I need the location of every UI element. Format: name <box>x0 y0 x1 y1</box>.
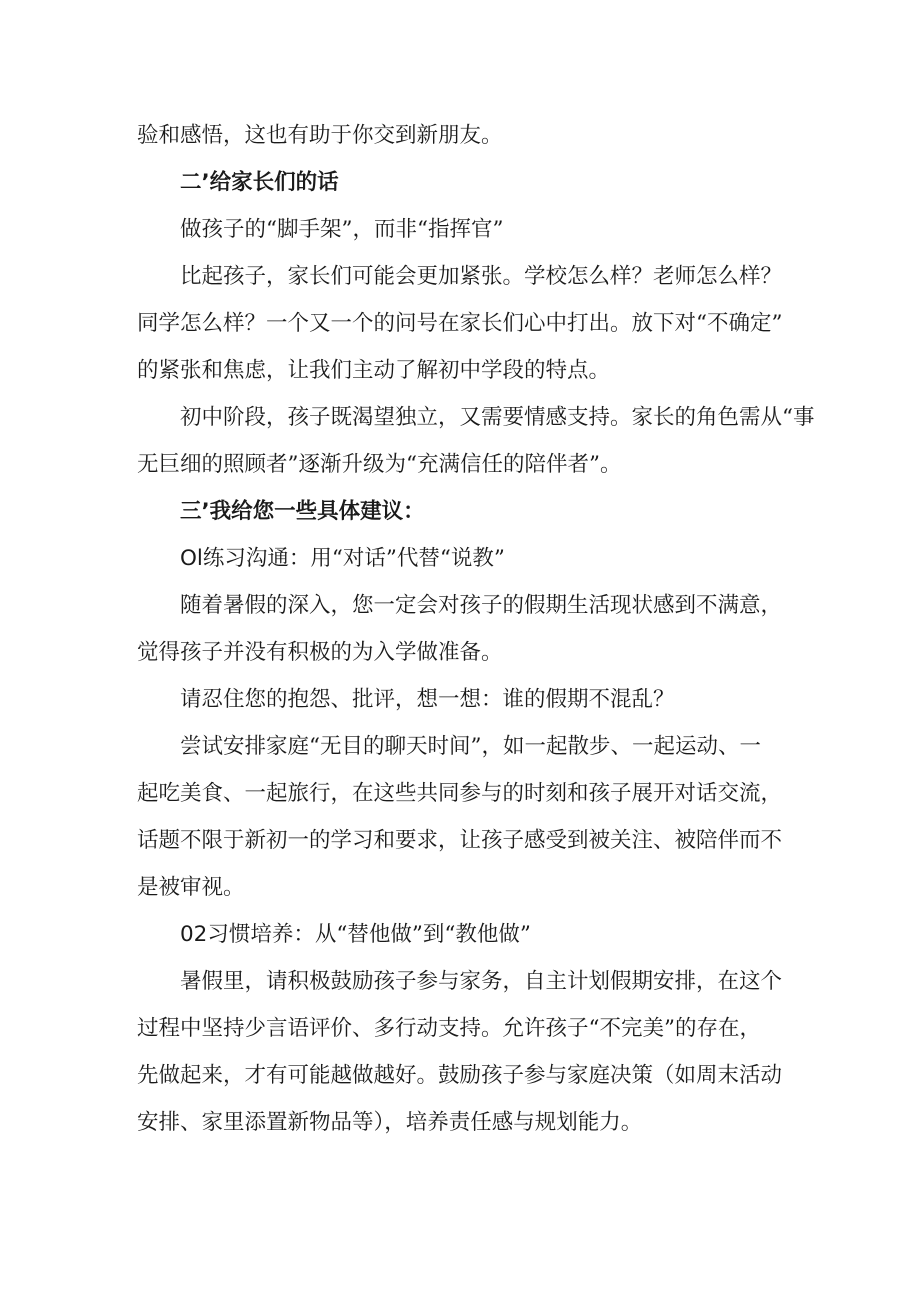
text-line: 无巨细的照顾者”逐渐升级为“充满信任的陪伴者”。 <box>137 452 622 477</box>
text-line: 是被审视。 <box>137 875 245 900</box>
text-line: 同学怎么样？一个又一个的问号在家长们心中打出。放下对“不确定” <box>137 311 783 336</box>
item-number: 02 <box>180 922 208 947</box>
text-line: 先做起来，才有可能越做越好。鼓励孩子参与家庭决策（如周末活动 <box>137 1063 783 1088</box>
paragraph-summer-dissatisfaction <box>137 582 805 676</box>
numbered-heading-communication <box>137 535 805 582</box>
text-line: 安排、家里添置新物品等），培养责任感与规划能力。 <box>137 1110 643 1135</box>
text-line: 觉得孩子并没有积极的为入学做准备。 <box>137 640 503 665</box>
text-line: 比起孩子，家长们可能会更加紧张。学校怎么样？老师怎么样？ <box>180 264 783 289</box>
text-line: 过程中坚持少言语评价、多行动支持。允许孩子“不完美”的存在， <box>137 1016 761 1041</box>
paragraph-parents-anxiety <box>137 253 805 394</box>
text-line: 暑假里，请积极鼓励孩子参与家务，自主计划假期安排，在这个 <box>180 969 783 994</box>
text-line: 随着暑假的深入，您一定会对孩子的假期生活现状感到不满意， <box>180 593 783 618</box>
item-title: 习惯培养：从“替他做”到“教他做” <box>207 922 531 947</box>
document-page <box>137 112 815 1146</box>
paragraph-chat-time <box>137 723 805 911</box>
section-heading-parents: 二’给家长们的话 <box>180 170 339 195</box>
paragraph-continued <box>137 112 805 159</box>
text-line: 请忍住您的抱怨、批评，想一想：谁的假期不混乱？ <box>180 687 675 712</box>
section-heading-suggestions: 三’我给您一些具体建议： <box>180 499 425 524</box>
text-line: 的紧张和焦虑，让我们主动了解初中学段的特点。 <box>137 358 611 383</box>
subheading-scaffold: 做孩子的“脚手架”，而非“指挥官” <box>180 217 504 242</box>
item-title: 练习沟通：用“对话”代替“说教” <box>202 546 505 571</box>
numbered-heading-habits <box>137 911 805 958</box>
paragraph-hold-complaints <box>137 676 805 723</box>
item-number: Ol <box>180 546 203 571</box>
text-line: 话题不限于新初一的学习和要求，让孩子感受到被关注、被陪伴而不 <box>137 828 783 853</box>
text-line: 验和感悟，这也有助于你交到新朋友。 <box>137 123 503 148</box>
text-line: 初中阶段，孩子既渴望独立，又需要情感支持。家长的角色需从“事 <box>180 405 815 430</box>
paragraph-housework <box>137 958 805 1146</box>
text-line: 起吃美食、一起旅行，在这些共同参与的时刻和孩子展开对话交流， <box>137 781 783 806</box>
text-line: 尝试安排家庭“无目的聊天时间”，如一起散步、一起运动、一 <box>180 734 761 759</box>
paragraph-parent-role <box>137 394 815 488</box>
